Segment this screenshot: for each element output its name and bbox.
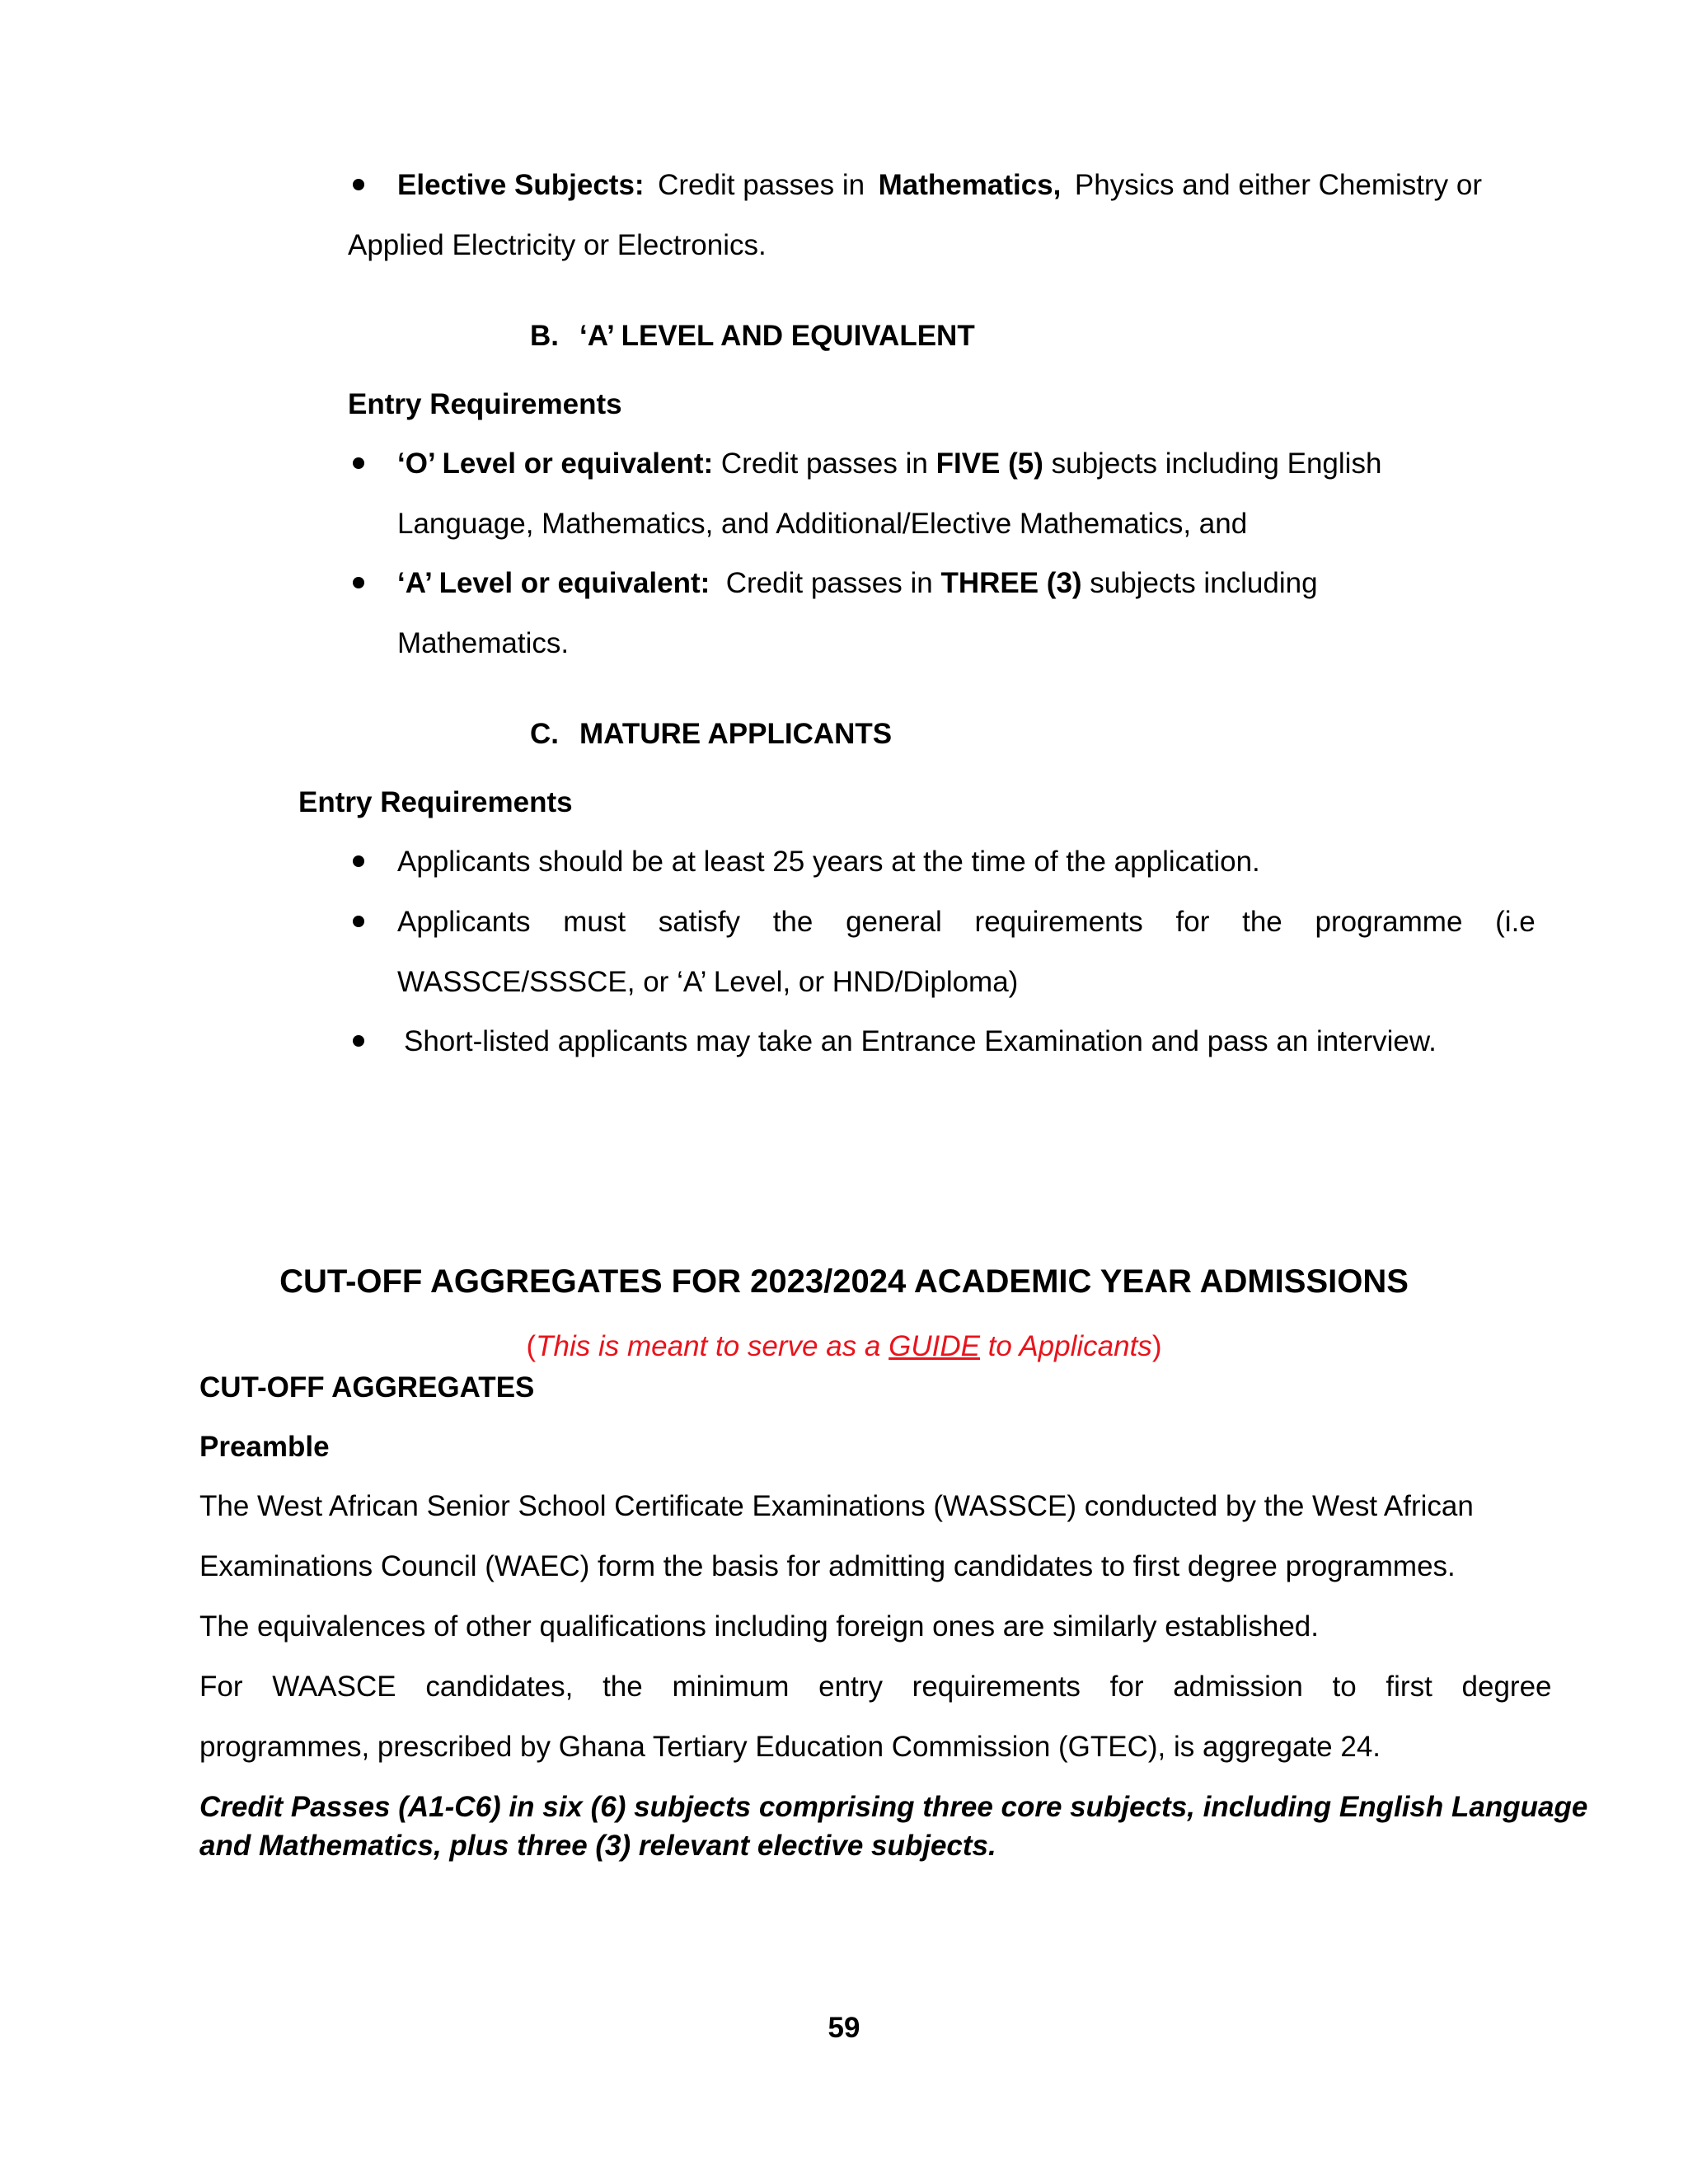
guide-post: to Applicants	[979, 1330, 1152, 1362]
elective-label: Elective Subjects:	[397, 169, 645, 201]
cutoff-subheading: CUT-OFF AGGREGATES	[199, 1371, 535, 1404]
elective-math: Mathematics,	[878, 169, 1062, 201]
elective-text1: Credit passes in	[658, 169, 865, 201]
preamble-label: Preamble	[199, 1431, 330, 1463]
o-level-line1	[397, 449, 1381, 478]
mature-bullet-2-line2: WASSCE/SSSCE, or ‘A’ Level, or HND/Diploma)	[397, 966, 1019, 998]
section-b-letter: B.	[530, 320, 559, 352]
guide-open-paren: (	[526, 1330, 537, 1362]
mature-bullet-2-line1	[397, 906, 1536, 938]
preamble-p2-line1-text: For WAASCE candidates, the minimum entry requirements for admission to first degree	[199, 1671, 1552, 1703]
preamble-p2-line2: programmes, prescribed by Ghana Tertiary Education Commission (GTEC), is aggregate 24.	[199, 1731, 1381, 1763]
guide-close-paren: )	[1151, 1330, 1162, 1362]
bullet-dot	[353, 457, 364, 469]
preamble-p2-line1	[199, 1671, 1552, 1703]
o-level-text2: subjects including English	[1051, 448, 1382, 480]
a-level-count: THREE (3)	[940, 567, 1082, 599]
elective-subjects-line1	[397, 171, 1482, 199]
bullet-dot	[353, 1035, 364, 1047]
section-b-heading: ‘A’ LEVEL AND EQUIVALENT	[579, 320, 975, 352]
preamble-p1-line1: The West African Senior School Certificate Examinations (WASSCE) conducted by the West African	[199, 1490, 1474, 1522]
preamble-p1-line3: The equivalences of other qualifications including foreign ones are similarly established.	[199, 1610, 1319, 1643]
a-level-text1: Credit passes in	[725, 567, 933, 599]
o-level-count: FIVE (5)	[935, 448, 1043, 480]
cutoff-title: CUT-OFF AGGREGATES FOR 2023/2024 ACADEMIC YEAR ADMISSIONS	[279, 1263, 1409, 1300]
a-level-label: ‘A’ Level or equivalent:	[397, 567, 710, 599]
elective-text2: Physics and either Chemistry or	[1074, 169, 1482, 201]
guide-note	[0, 1332, 1688, 1361]
credit-passes-note-line2: and Mathematics, plus three (3) relevant elective subjects.	[199, 1830, 996, 1862]
o-level-text1: Credit passes in	[720, 448, 928, 480]
preamble-p1-line2: Examinations Council (WAEC) form the basis for admitting candidates to first degree programmes.	[199, 1550, 1456, 1582]
section-c-letter: C.	[530, 718, 559, 750]
a-level-line2: Mathematics.	[397, 627, 570, 659]
guide-word: GUIDE	[889, 1330, 980, 1362]
mature-bullet-3: Short-listed applicants may take an Entrance Examination and pass an interview.	[404, 1025, 1437, 1057]
mature-bullet-2-text: Applicants must satisfy the general requirements for the programme (i.e	[397, 906, 1536, 938]
section-c-heading: MATURE APPLICANTS	[579, 718, 893, 750]
section-c-entry-requirements: Entry Requirements	[298, 786, 573, 818]
section-b-entry-requirements: Entry Requirements	[348, 388, 622, 420]
o-level-label: ‘O’ Level or equivalent:	[397, 448, 714, 480]
a-level-line1	[397, 569, 1318, 598]
bullet-dot	[353, 916, 364, 927]
bullet-dot	[353, 179, 364, 190]
guide-pre: This is meant to serve as a	[536, 1330, 889, 1362]
page-number: 59	[828, 2012, 860, 2044]
mature-bullet-1: Applicants should be at least 25 years at the time of the application.	[397, 846, 1260, 878]
o-level-line2: Language, Mathematics, and Additional/Elective Mathematics, and	[397, 508, 1248, 540]
credit-passes-note-line1: Credit Passes (A1-C6) in six (6) subjects comprising three core subjects, including English Language	[199, 1791, 1588, 1823]
elective-subjects-line2: Applied Electricity or Electronics.	[348, 229, 767, 261]
bullet-dot	[353, 855, 364, 867]
bullet-dot	[353, 577, 364, 588]
a-level-text2: subjects including	[1090, 567, 1318, 599]
